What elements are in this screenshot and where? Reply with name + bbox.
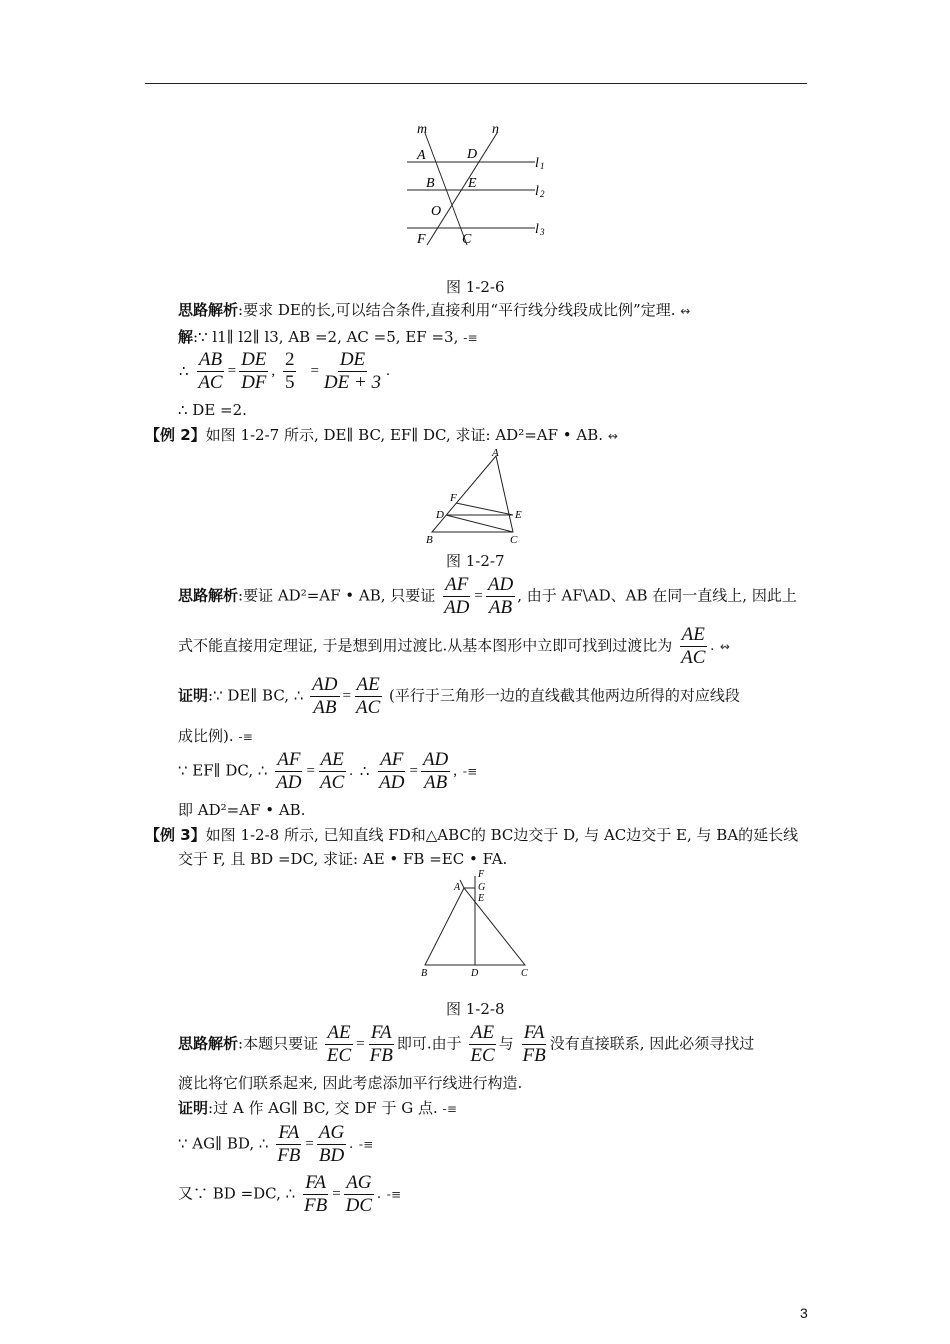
ex2-analysis-label: 思路解析 <box>178 586 239 605</box>
fraction: $\frac{AE}{AC}$ <box>320 749 345 793</box>
label-C: C <box>521 968 528 978</box>
therefore-symbol: ∴ <box>179 364 189 380</box>
label-E: E <box>515 509 522 521</box>
fraction: $\frac{AB}{AC}$ <box>198 349 223 393</box>
label-C: C <box>510 534 518 546</box>
ex2-analysis-c: 式不能直接用定理证, 于是想到用过渡比.从基本图形中立即可找到过渡比为 <box>178 636 673 655</box>
fraction: $\frac{AF}{AD}$ <box>444 574 470 618</box>
fraction: $\frac{AD}{AB}$ <box>422 749 449 793</box>
label-C: C <box>462 232 472 247</box>
fraction: $\frac{AG}{BD}$ <box>318 1122 345 1166</box>
extension-BA <box>460 880 464 888</box>
header-rule <box>145 83 807 84</box>
ex2-title: 【例 2】 <box>145 426 206 444</box>
fraction: $\frac{DE}{DE + 3}$ <box>323 349 382 393</box>
ink-mark-icon: -≡ <box>463 331 478 345</box>
ex2-proof-label: 证明 <box>178 686 209 705</box>
ink-mark-icon: ↭ <box>719 639 730 654</box>
fraction: $\frac{AE}{AC}$ <box>355 674 381 718</box>
ex2-analysis-a: :要证 AD²=AF • AB, 只要证 <box>238 586 436 605</box>
ink-mark-icon: -≡ <box>442 1102 457 1116</box>
label-B: B <box>426 534 433 546</box>
fraction: $\frac{AF}{AD}$ <box>379 749 405 793</box>
label-G: G <box>478 882 486 893</box>
ink-mark-icon: -≡ <box>238 730 253 744</box>
label-n: n <box>492 122 499 137</box>
ex3-proof-c: 又∵ BD =DC, ∴ <box>178 1184 296 1203</box>
ex1-analysis-text: :要求 DE的长,可以结合条件,直接利用“平行线分线段成比例”定理. <box>238 301 676 319</box>
ex3-proof-b: ∵ AG∥ BD, ∴ <box>178 1134 269 1153</box>
ex3-title: 【例 3】 <box>145 826 206 844</box>
ex1-analysis-label: 思路解析 <box>178 301 239 319</box>
ex3-proof-label: 证明 <box>178 1099 209 1117</box>
ink-mark-icon: -≡ <box>462 764 478 779</box>
fraction: $\frac{FA}{FB}$ <box>522 1022 546 1066</box>
figure-1-2-6 <box>395 115 555 250</box>
label-l1: l <box>535 156 539 171</box>
ex3-analysis-b: 即可.由于 <box>396 1034 462 1053</box>
ex2-proof-d: ∵ EF∥ DC, ∴ <box>178 761 268 780</box>
ex1-analysis <box>178 300 690 321</box>
ex1-solution-text: :∵ l1∥ l2∥ l3, AB =2, AC =5, EF =3, <box>193 328 459 346</box>
ink-mark-icon: -≡ <box>358 1137 374 1152</box>
ex3-text-a: 如图 1-2-8 所示, 已知直线 FD和△ABC的 BC边交于 D, 与 AC边交于 E, 与 BA的延长线 <box>205 826 799 844</box>
figure-1-2-8 <box>415 868 535 978</box>
fraction: $\frac{AD}{AB}$ <box>487 574 514 618</box>
ex1-result: ∴ DE =2. <box>178 401 247 419</box>
ex2-proof-line1: 证明:∵ DE∥ BC, ∴ $\frac{AD}{AB}$ = $\frac{AE}{AC}$ (平行于三角形一边的直线截其他两边所得的对应线段 <box>178 674 740 718</box>
ex2-text: 如图 1-2-7 所示, DE∥ BC, EF∥ DC, 求证: AD²=AF • AB. <box>205 426 604 444</box>
fraction: $\frac{FA}{FB}$ <box>277 1122 301 1166</box>
label-A: A <box>417 148 426 163</box>
label-l2: l <box>535 184 539 199</box>
fraction: $\frac{FA}{FB}$ <box>303 1172 328 1216</box>
label-O: O <box>431 204 442 219</box>
label-F: F <box>478 869 485 880</box>
fraction: $\frac{AE}{EC}$ <box>326 1022 352 1066</box>
label-A: A <box>492 447 499 459</box>
ex3-analysis-line1: 思路解析:本题只要证 $\frac{AE}{EC}$ = $\frac{FA}{FB}$ 即可.由于 $\frac{AE}{EC}$ 与 $\frac{FA}{FB}$ 没有直接联系, 因此必须寻找过 <box>178 1022 755 1066</box>
caption-1-2-6: 图 1-2-6 <box>446 278 505 296</box>
fraction: $\frac{AG}{DC}$ <box>345 1172 373 1216</box>
ex3-proof-line3: 又∵ BD =DC, ∴ $\frac{FA}{FB}$ = $\frac{AG}{DC}$ . -≡ <box>178 1172 401 1216</box>
caption-1-2-7: 图 1-2-7 <box>446 552 505 570</box>
ex3-analysis-d: 没有直接联系, 因此必须寻找过 <box>549 1034 755 1053</box>
ex2-proof-line3: ∵ EF∥ DC, ∴ $\frac{AF}{AD}$ = $\frac{AE}{AC}$ . ∴ $\frac{AF}{AD}$ = $\frac{AD}{AB}$ , -≡ <box>178 749 478 793</box>
ex3-analysis-label: 思路解析 <box>178 1034 239 1053</box>
label-F: F <box>450 492 457 504</box>
ink-mark-icon: ↭ <box>680 304 691 318</box>
ex2-conclusion: 即 AD²=AF • AB. <box>178 801 306 819</box>
label-B: B <box>426 176 435 191</box>
label-D: D <box>467 147 478 162</box>
page-number: 3 <box>800 1305 808 1321</box>
label-D: D <box>471 968 479 978</box>
label-l1-sub: 1 <box>540 161 545 171</box>
fraction: $\frac{AE}{EC}$ <box>470 1022 495 1066</box>
ex1-solution <box>178 327 478 348</box>
segment-FE <box>456 503 513 515</box>
fraction: $\frac{AE}{AC}$ <box>681 624 706 668</box>
fraction: $\frac{AD}{AB}$ <box>312 674 338 718</box>
fraction: $\frac{DE}{DF}$ <box>241 349 267 393</box>
ink-mark-icon: ↭ <box>607 429 618 443</box>
fraction: $\frac{AF}{AD}$ <box>276 749 302 793</box>
ex3-analysis-a: :本题只要证 <box>238 1034 319 1053</box>
label-m: m <box>417 122 428 137</box>
segment-DC <box>446 515 513 532</box>
ex3-statement-2: 交于 F, 且 BD =DC, 求证: AE • FB =EC • FA. <box>178 850 508 868</box>
ex2-analysis-line1: 思路解析:要证 AD²=AF • AB, 只要证 $\frac{AF}{AD}$ = $\frac{AD}{AB}$ , 由于 AF\AD、AB 在同一直线上, 因此上 <box>178 574 797 618</box>
ex1-proportion: ∴ $\frac{AB}{AC}$ = $\frac{DE}{DF}$ , $\frac{2}{5}$ = $\frac{DE}{DE + 3}$ . <box>179 349 390 393</box>
ex3-statement-1 <box>145 825 798 845</box>
ex3-proof-line2: ∵ AG∥ BD, ∴ $\frac{FA}{FB}$ = $\frac{AG}{BD}$ . -≡ <box>178 1122 374 1166</box>
ex3-analysis-c: 与 <box>498 1034 514 1053</box>
label-E: E <box>478 893 485 904</box>
label-B: B <box>421 968 428 978</box>
ex3-analysis-e: 渡比将它们联系起来, 因此考虑添加平行线进行构造. <box>178 1074 523 1092</box>
figure-1-2-7 <box>420 446 530 546</box>
label-l3-sub: 3 <box>540 227 545 237</box>
label-A: A <box>454 882 461 893</box>
ink-mark-icon: -≡ <box>386 1187 401 1202</box>
ex2-statement <box>145 425 618 446</box>
ex3-proof-a: :过 A 作 AG∥ BC, 交 DF 于 G 点. <box>208 1099 438 1117</box>
ex2-proof-c: 成比例). -≡ <box>178 727 253 745</box>
label-F: F <box>417 232 426 247</box>
label-E: E <box>468 176 477 191</box>
fraction: $\frac{FA}{FB}$ <box>369 1022 393 1066</box>
caption-1-2-8: 图 1-2-8 <box>446 1000 505 1018</box>
ex2-proof-a: :∵ DE∥ BC, ∴ <box>208 686 304 705</box>
ex2-proof-b: (平行于三角形一边的直线截其他两边所得的对应线段 <box>389 686 740 705</box>
fraction: $\frac{2}{5}$ <box>284 349 295 393</box>
label-D: D <box>436 509 444 521</box>
ex1-solution-label: 解 <box>178 328 194 346</box>
ex2-analysis-b: , 由于 AF\AD、AB 在同一直线上, 因此上 <box>517 586 797 605</box>
ex3-proof-line1 <box>178 1098 457 1119</box>
label-l2-sub: 2 <box>540 189 545 199</box>
label-l3: l <box>535 222 539 237</box>
triangle-ABC <box>432 456 513 532</box>
ex2-analysis-line2: 式不能直接用定理证, 于是想到用过渡比.从基本图形中立即可找到过渡比为 $\frac{AE}{AC}$ . ↭ <box>178 624 730 668</box>
therefore-symbol: ∴ <box>359 764 370 780</box>
